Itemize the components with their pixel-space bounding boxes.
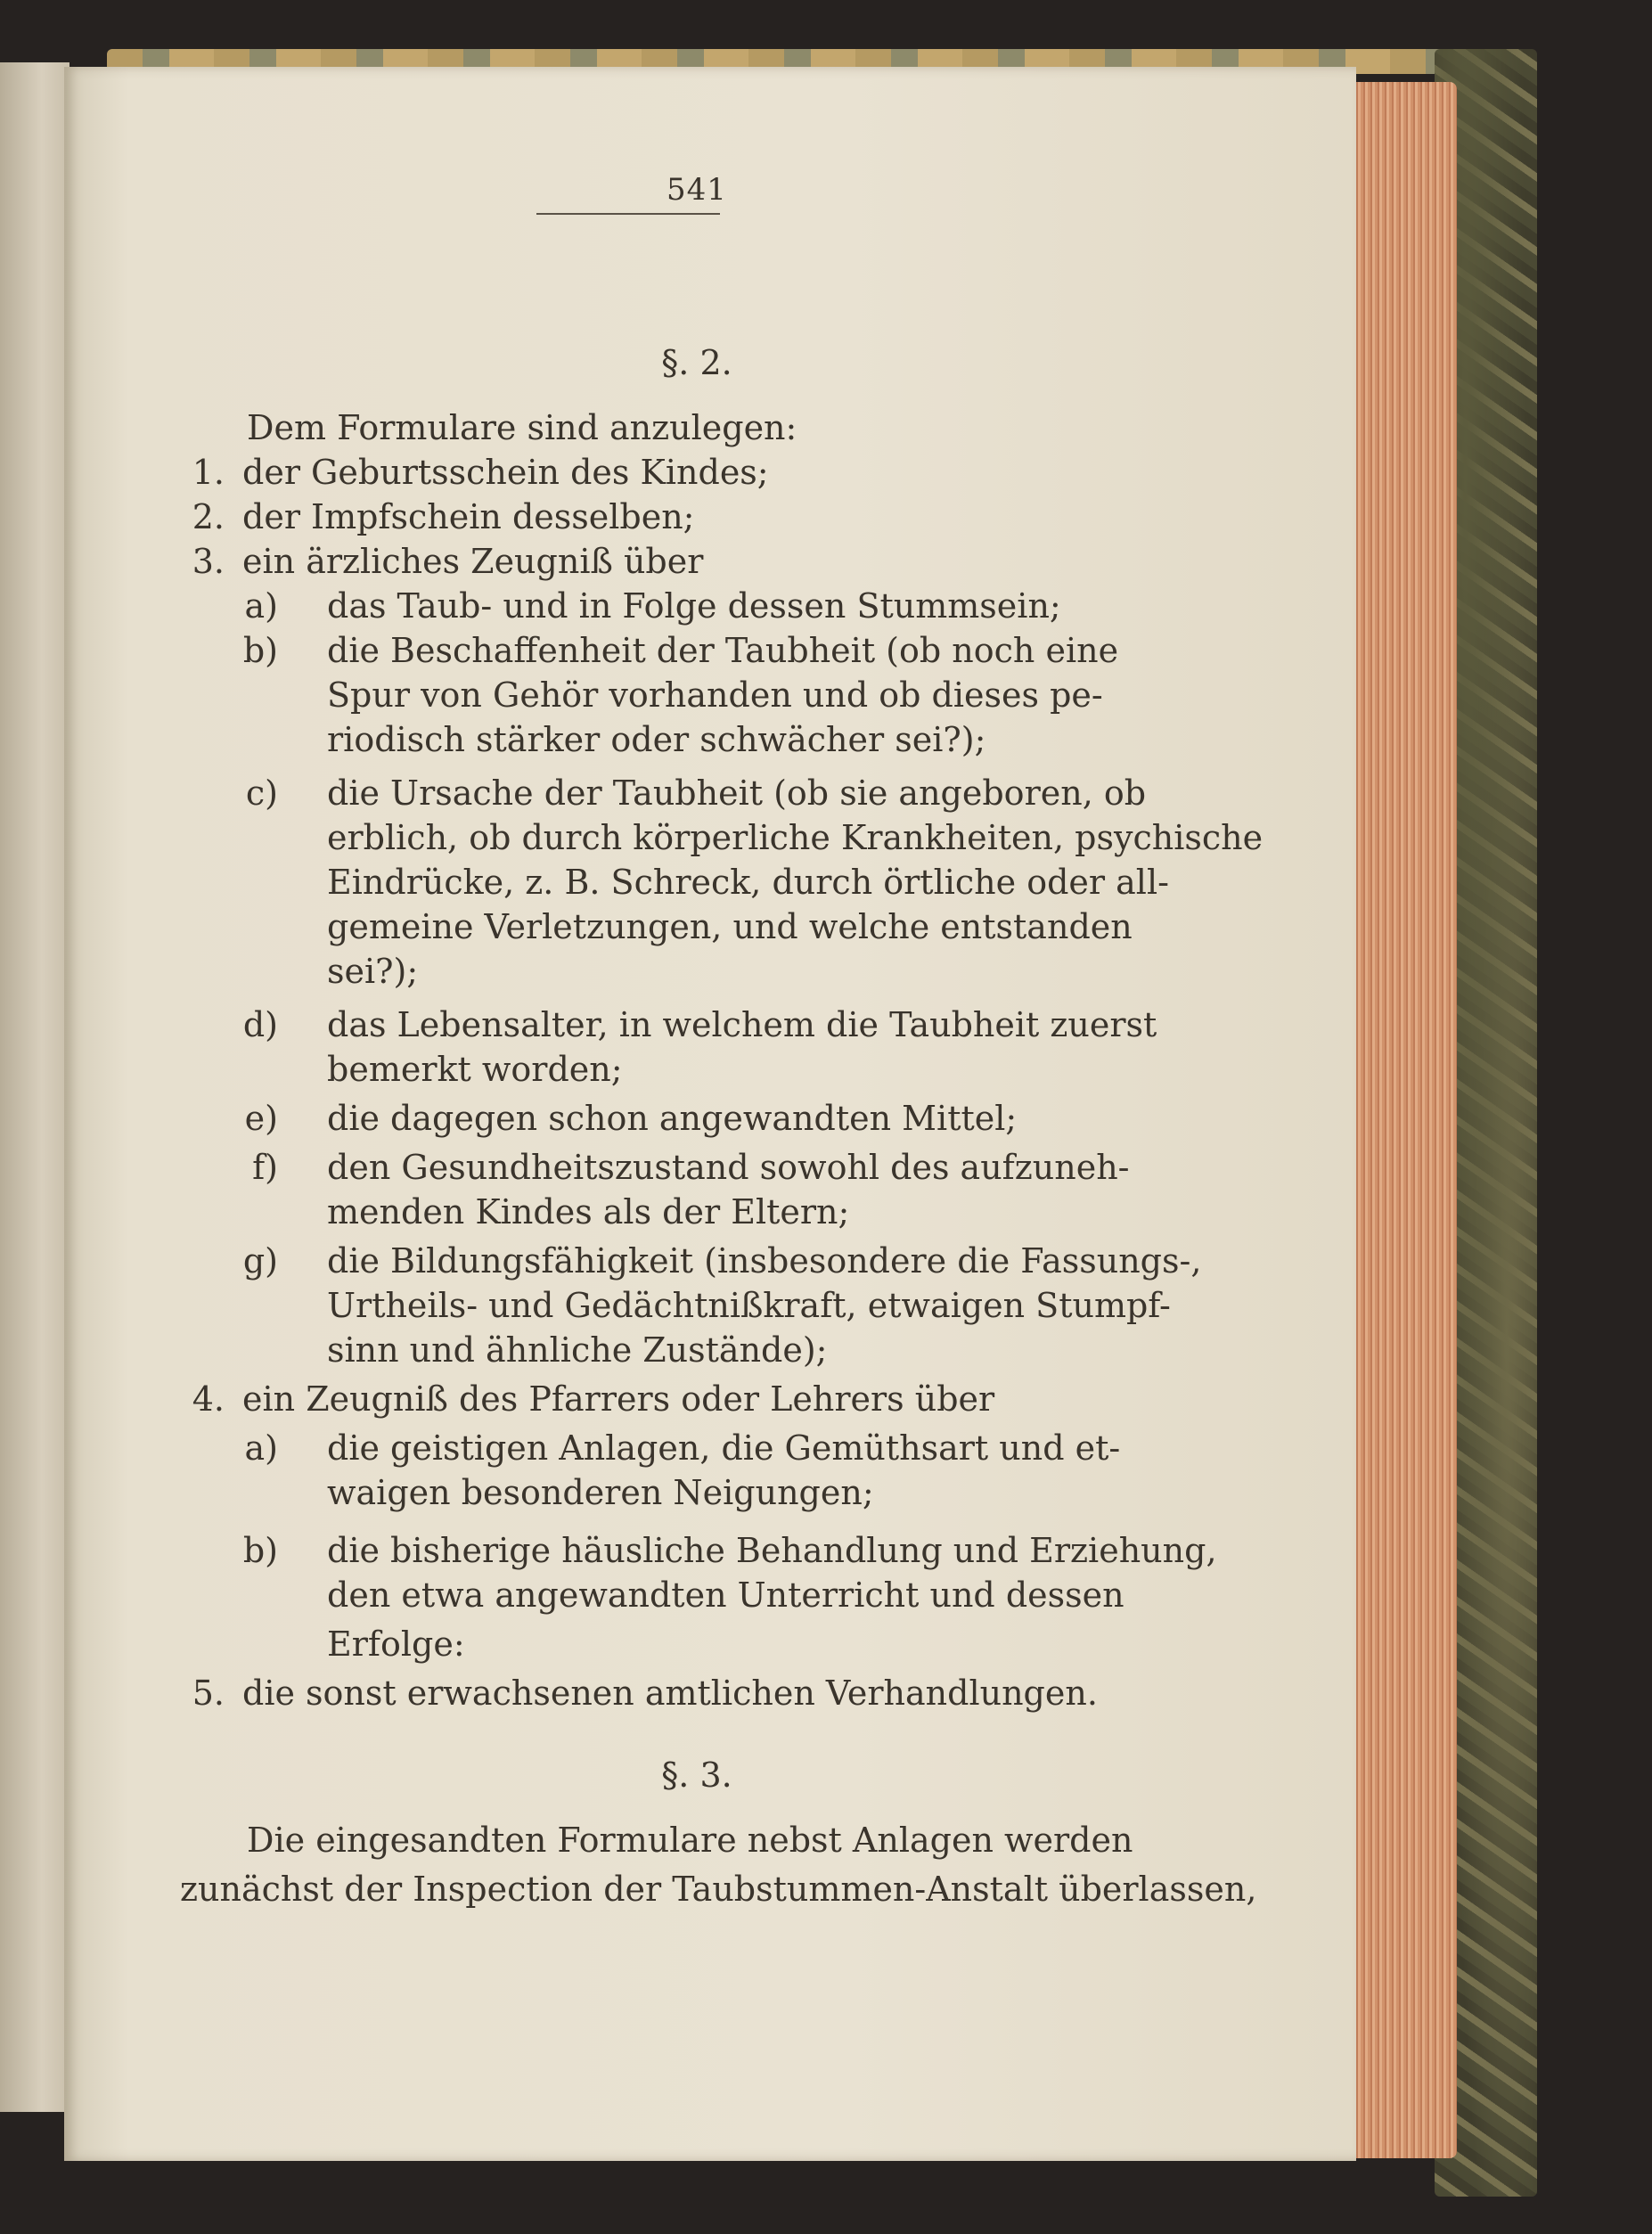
header-rule [536, 213, 720, 215]
book-page [64, 67, 1356, 2161]
item-text: ein ärzliches Zeugniß über [242, 542, 704, 581]
sub-label: b) [242, 1531, 278, 1570]
item-text: ein Zeugniß des Pfarrers oder Lehrers über [242, 1379, 995, 1419]
sub-line: die Ursache der Taubheit (ob sie angeboren, ob [327, 773, 1147, 813]
sub-line: Eindrücke, z. B. Schreck, durch örtliche oder all- [327, 863, 1169, 902]
sub-label: b) [242, 631, 278, 670]
section-3-line: Die eingesandten Formulare nebst Anlagen werden [247, 1821, 1133, 1860]
sub-line: bemerkt worden; [327, 1050, 623, 1089]
item-number: 5. [192, 1673, 225, 1713]
sub-line: Spur von Gehör vorhanden und ob dieses pe- [327, 675, 1103, 715]
sub-label: a) [244, 1428, 278, 1468]
page-number: 541 [667, 172, 727, 208]
section-2-heading: §. 2. [661, 343, 732, 382]
item-text: der Impfschein desselben; [242, 497, 695, 536]
sub-line: die dagegen schon angewandten Mittel; [327, 1099, 1018, 1138]
sub-line: waigen besonderen Neigungen; [327, 1473, 874, 1512]
sub-line: gemeine Verletzungen, und welche entstanden [327, 907, 1133, 946]
sub-line: die bisherige häusliche Behandlung und Erziehung, [327, 1531, 1217, 1570]
sub-line: Urtheils- und Gedächtnißkraft, etwaigen Stumpf- [327, 1286, 1171, 1325]
page-text [64, 67, 1356, 2161]
sub-line: die Bildungsfähigkeit (insbesondere die Fassungs-, [327, 1241, 1202, 1281]
sub-line: sinn und ähnliche Zustände); [327, 1330, 828, 1370]
sub-line: erblich, ob durch körperliche Krankheiten, psychische [327, 818, 1264, 857]
sub-line: den etwa angewandten Unterricht und dessen [327, 1575, 1125, 1615]
sub-line: den Gesundheitszustand sowohl des aufzuneh- [327, 1148, 1130, 1187]
item-number: 3. [192, 542, 225, 581]
sub-label: a) [244, 586, 278, 626]
sub-line: die geistigen Anlagen, die Gemüthsart und et- [327, 1428, 1121, 1468]
item-text: die sonst erwachsenen amtlichen Verhandlungen. [242, 1673, 1098, 1713]
sub-label: f) [252, 1148, 278, 1187]
sub-line: riodisch stärker oder schwächer sei?); [327, 720, 986, 759]
section-3-line: zunächst der Inspection der Taubstummen-Anstalt überlassen, [180, 1870, 1257, 1909]
sub-label: g) [242, 1241, 278, 1281]
item-number: 2. [192, 497, 225, 536]
sub-line: das Lebensalter, in welchem die Taubheit zuerst [327, 1005, 1157, 1044]
section-2-intro: Dem Formulare sind anzulegen: [247, 408, 797, 447]
sub-line: das Taub- und in Folge dessen Stummsein; [327, 586, 1061, 626]
left-page-sliver [0, 62, 70, 2112]
item-number: 1. [192, 453, 225, 492]
sub-line: die Beschaffenheit der Taubheit (ob noch eine [327, 631, 1119, 670]
sub-label: d) [242, 1005, 278, 1044]
sub-label: e) [244, 1099, 278, 1138]
sub-line: menden Kindes als der Eltern; [327, 1192, 850, 1232]
sub-label: c) [245, 773, 278, 813]
section-3-heading: §. 3. [661, 1755, 732, 1795]
sub-line: sei?); [327, 952, 419, 991]
sub-line: Erfolge: [327, 1624, 465, 1664]
item-text: der Geburtsschein des Kindes; [242, 453, 769, 492]
item-number: 4. [192, 1379, 225, 1419]
